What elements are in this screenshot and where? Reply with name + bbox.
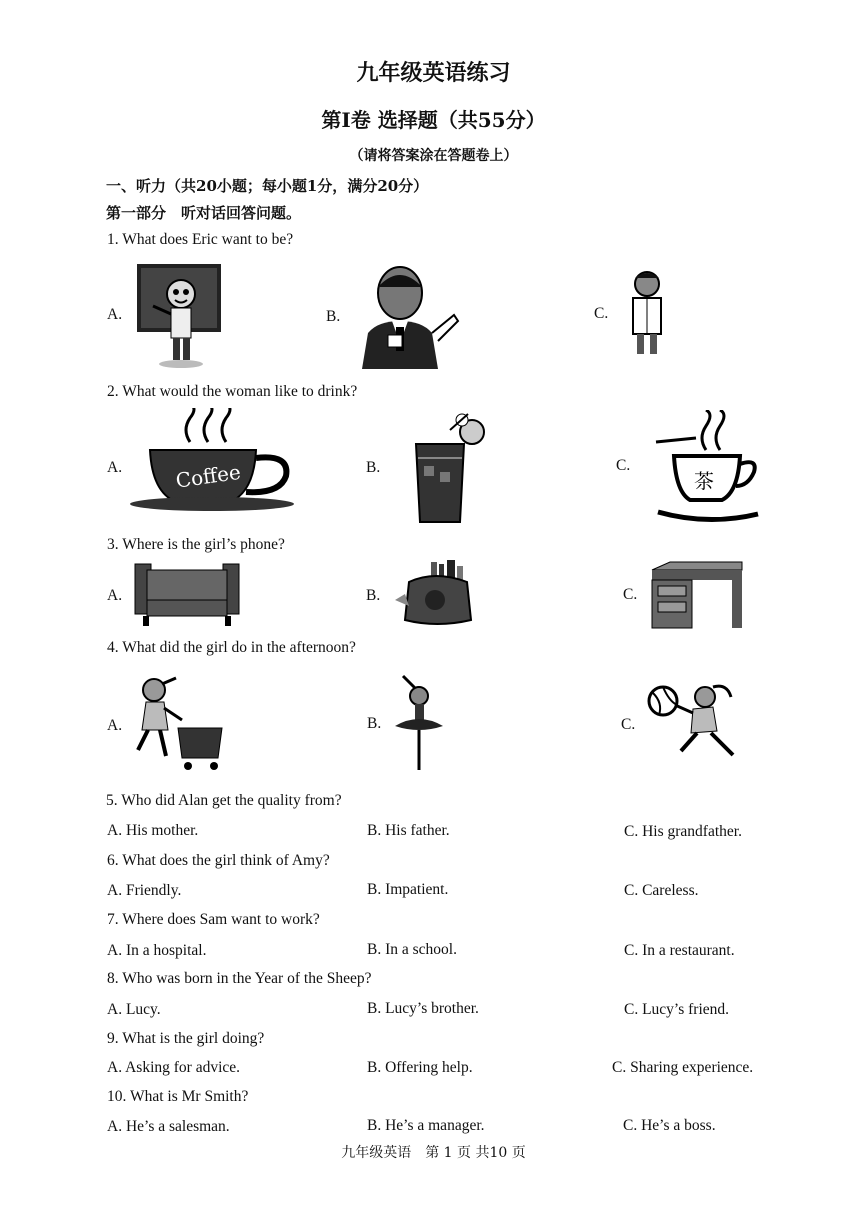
teacher-icon xyxy=(135,262,225,370)
tea-cup-icon xyxy=(652,410,762,525)
question-3: 3. Where is the girl’s phone? xyxy=(107,536,285,553)
question-2: 2. What would the woman like to drink? xyxy=(107,383,358,400)
question-8: 8. Who was born in the Year of the Sheep? xyxy=(107,970,372,987)
coffee-cup-icon xyxy=(128,408,296,520)
q1-option-b-label: B. xyxy=(326,308,341,325)
page-title: 九年级英语练习 xyxy=(356,60,511,86)
question-5: 5. Who did Alan get the quality from? xyxy=(106,792,342,809)
section-heading: 一、听力（共20小题；每小题1分，满分20分） xyxy=(106,177,429,195)
coffee-cup-text: Coffee xyxy=(174,459,243,493)
question-1: 1. What does Eric want to be? xyxy=(107,231,294,248)
sofa-icon xyxy=(133,560,241,630)
schoolbag-icon xyxy=(395,560,477,626)
q10-option-c: C. He’s a boss. xyxy=(623,1117,716,1134)
q8-option-b: B. Lucy’s brother. xyxy=(367,1000,479,1017)
q2-option-a-label: A. xyxy=(107,459,123,476)
q6-option-b: B. Impatient. xyxy=(367,881,449,898)
q5-option-a: A. His mother. xyxy=(107,822,199,839)
doctor-icon xyxy=(625,268,669,358)
q7-option-c: C. In a restaurant. xyxy=(624,942,735,959)
question-7: 7. Where does Sam want to work? xyxy=(107,911,320,928)
q4-option-b-label: B. xyxy=(367,715,382,732)
q5-option-b: B. His father. xyxy=(367,822,450,839)
q5-option-c: C. His grandfather. xyxy=(624,823,742,840)
q9-option-c: C. Sharing experience. xyxy=(612,1059,754,1076)
q1-option-a-label: A. xyxy=(107,306,123,323)
q8-option-c: C. Lucy’s friend. xyxy=(624,1001,730,1018)
q9-option-a: A. Asking for advice. xyxy=(107,1059,241,1076)
q2-option-c-label: C. xyxy=(616,457,631,474)
q9-option-b: B. Offering help. xyxy=(367,1059,473,1076)
q2-option-b-label: B. xyxy=(366,459,381,476)
q4-option-a-label: A. xyxy=(107,717,123,734)
question-4: 4. What did the girl do in the afternoon? xyxy=(107,639,356,656)
q7-option-a: A. In a hospital. xyxy=(107,942,207,959)
desk-icon xyxy=(650,560,745,630)
part-heading: 第一部分 听对话回答问题。 xyxy=(106,204,302,222)
q1-option-c-label: C. xyxy=(594,305,609,322)
question-6: 6. What does the girl think of Amy? xyxy=(107,852,330,869)
q3-option-a-label: A. xyxy=(107,587,123,604)
q7-option-b: B. In a school. xyxy=(367,941,457,958)
q10-option-a: A. He’s a salesman. xyxy=(107,1118,230,1135)
q4-option-c-label: C. xyxy=(621,716,636,733)
q6-option-a: A. Friendly. xyxy=(107,882,182,899)
tea-cup-text: 茶 xyxy=(694,469,714,493)
q10-option-b: B. He’s a manager. xyxy=(367,1117,485,1134)
volleyball-girl-icon xyxy=(647,683,739,763)
q3-option-c-label: C. xyxy=(623,586,638,603)
answer-note: （请将答案涂在答题卷上） xyxy=(349,148,518,164)
page-footer: 九年级英语 第 1 页 共10 页 xyxy=(341,1145,526,1161)
ballet-girl-icon xyxy=(393,674,445,774)
q8-option-a: A. Lucy. xyxy=(107,1001,161,1018)
shopping-girl-icon xyxy=(132,676,228,771)
businessman-icon xyxy=(358,263,463,369)
q6-option-c: C. Careless. xyxy=(624,882,699,899)
question-10: 10. What is Mr Smith? xyxy=(107,1088,249,1105)
q3-option-b-label: B. xyxy=(366,587,381,604)
juice-glass-icon xyxy=(410,410,490,525)
question-9: 9. What is the girl doing? xyxy=(107,1030,265,1047)
paper-subtitle: 第Ⅰ卷 选择题（共55分） xyxy=(321,108,546,132)
